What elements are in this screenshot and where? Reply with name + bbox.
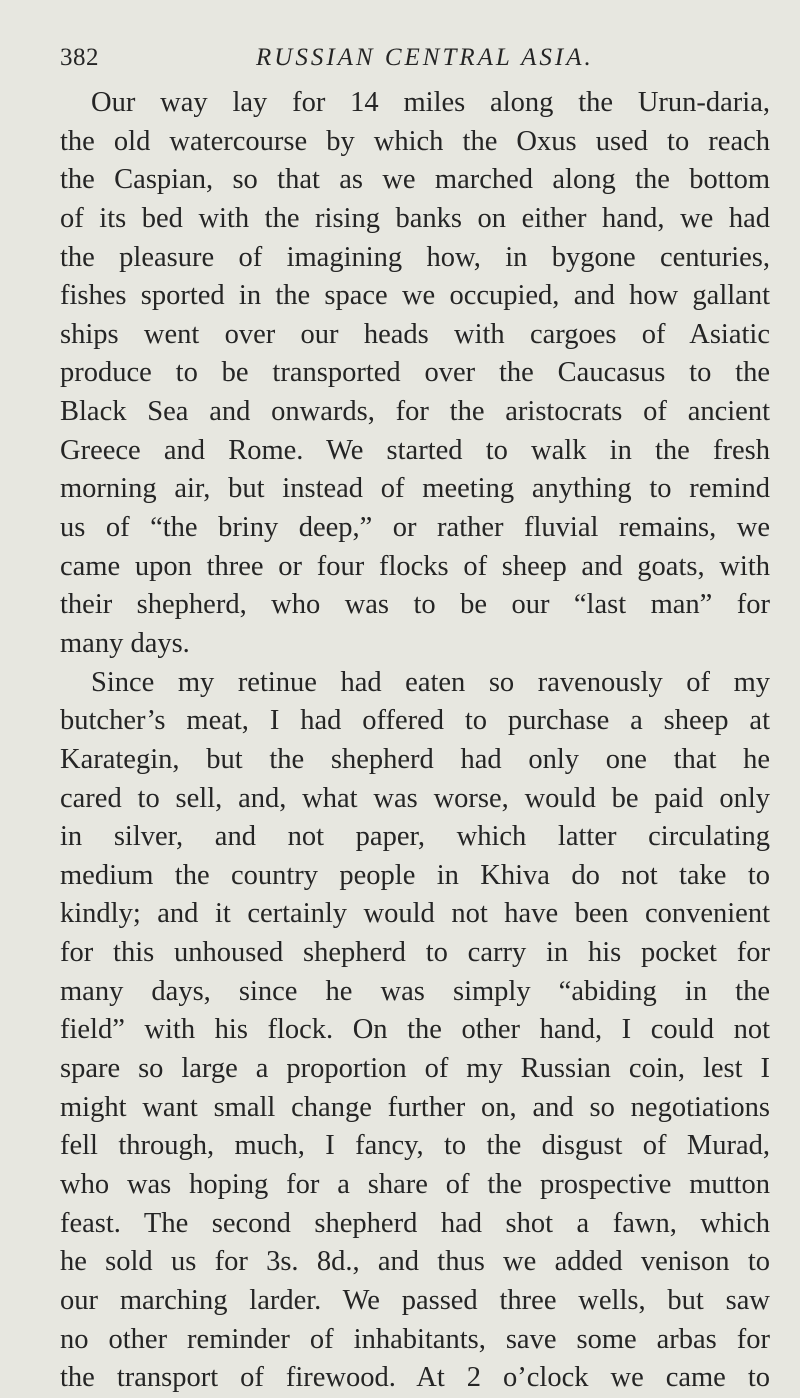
page-number: 382 (60, 44, 99, 71)
text-line: butcher’s meat, I had offered to purchase a sheep at (60, 705, 770, 737)
text-line: us of “the briny deep,” or rather fluvial remains, we (60, 512, 770, 544)
text-line: spare so large a proportion of my Russian coin, lest I (60, 1053, 770, 1085)
text-line: ships went over our heads with cargoes of Asiatic (60, 318, 770, 350)
text-line: he sold us for 3s. 8d., and thus we added venison to (60, 1246, 770, 1278)
text-line: field” with his flock. On the other hand, I could not (60, 1014, 770, 1046)
text-line: feast. The second shepherd had shot a fawn, which (60, 1207, 770, 1239)
text-line: many days, since he was simply “abiding in the (60, 975, 770, 1007)
text-line: the transport of firewood. At 2 o’clock we came to (60, 1362, 770, 1394)
text-line: Greece and Rome. We started to walk in the fresh (60, 434, 770, 466)
running-head (60, 44, 770, 80)
text-line: Black Sea and onwards, for the aristocrats of ancient (60, 396, 770, 428)
text-line: fishes sported in the space we occupied, and how gallant (60, 280, 770, 312)
text-line: Since my retinue had eaten so ravenously of my (91, 666, 770, 698)
text-line: their shepherd, who was to be our “last man” for (60, 589, 770, 621)
text-line: the pleasure of imagining how, in bygone centuries, (60, 241, 770, 273)
body-text (60, 84, 770, 1398)
text-line: our marching larder. We passed three wells, but saw (60, 1284, 770, 1316)
text-line: Our way lay for 14 miles along the Urun-daria, (91, 87, 770, 118)
text-line: who was hoping for a share of the prospective mutton (60, 1168, 770, 1200)
text-line: for this unhoused shepherd to carry in his pocket for (60, 937, 770, 969)
text-line: cared to sell, and, what was worse, would be paid only (60, 782, 770, 814)
text-line: many days. (60, 627, 190, 659)
text-line: the Caspian, so that as we marched along the bottom (60, 164, 770, 196)
text-line: kindly; and it certainly would not have been convenient (60, 898, 770, 930)
text-line: the old watercourse by which the Oxus used to reach (60, 125, 770, 157)
text-line: might want small change further on, and so negotiations (60, 1091, 770, 1123)
text-line: morning air, but instead of meeting anything to remind (60, 473, 770, 505)
text-line: medium the country people in Khiva do not take to (60, 859, 770, 891)
running-title: RUSSIAN CENTRAL ASIA. (256, 44, 594, 71)
text-line: no other reminder of inhabitants, save some arbas for (60, 1323, 770, 1355)
text-line: fell through, much, I fancy, to the disgust of Murad, (60, 1130, 770, 1162)
text-line: came upon three or four flocks of sheep and goats, with (60, 550, 770, 582)
text-line: Karategin, but the shepherd had only one that he (60, 743, 770, 775)
text-line: of its bed with the rising banks on either hand, we had (60, 202, 770, 234)
text-line: produce to be transported over the Caucasus to the (60, 357, 770, 389)
text-line: in silver, and not paper, which latter circulating (60, 821, 770, 853)
